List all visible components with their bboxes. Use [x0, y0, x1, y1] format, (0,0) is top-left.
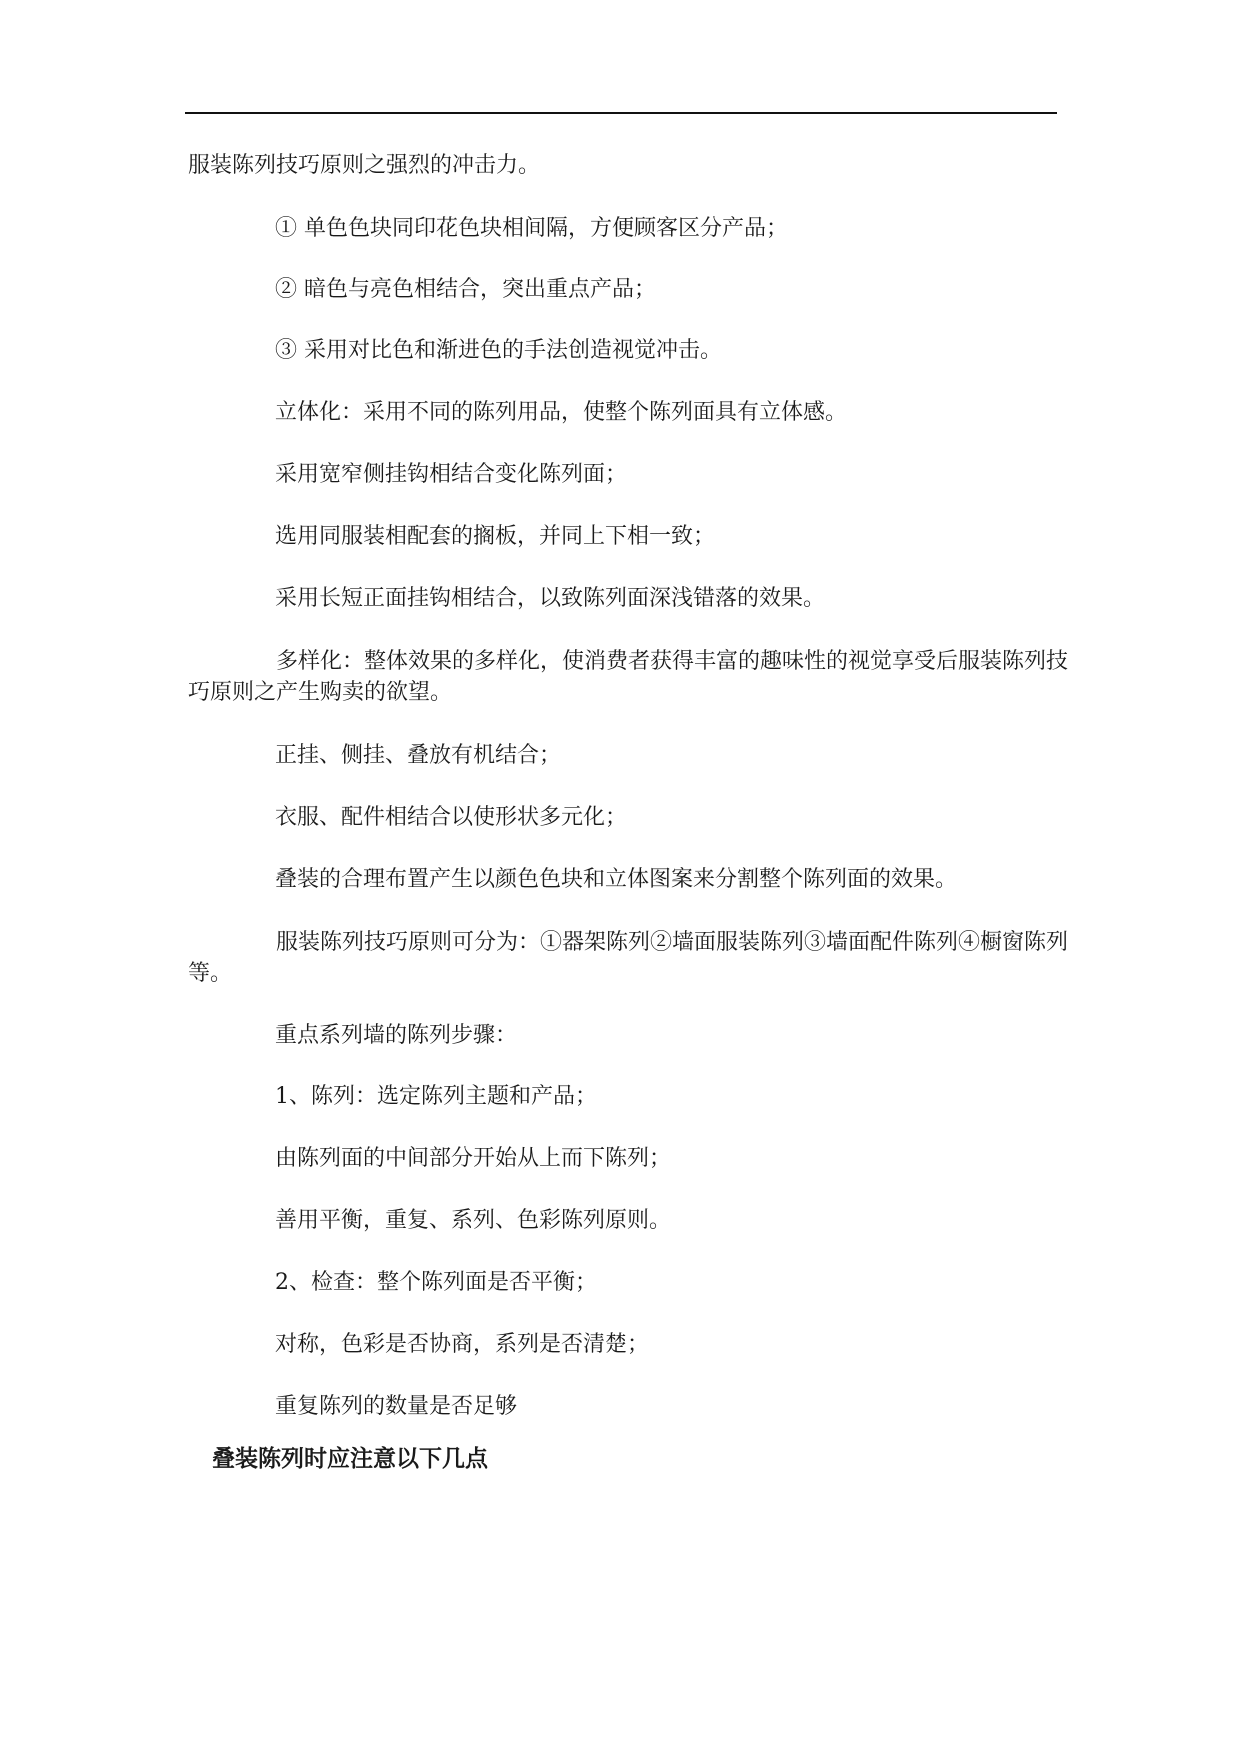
paragraph-front-hooks: 采用长短正面挂钩相结合，以致陈列面深浅错落的效果。 [275, 586, 826, 611]
paragraph-categories: 服装陈列技巧原则可分为：①器架陈列②墙面服装陈列③墙面配件陈列④橱窗陈列等。 [188, 930, 1069, 986]
paragraph-steps-title: 重点系列墙的陈列步骤： [275, 1023, 518, 1048]
section-heading: 叠装陈列时应注意以下几点 [212, 1446, 488, 1472]
paragraph-balance: 善用平衡，重复、系列、色彩陈列原则。 [275, 1208, 672, 1233]
paragraph-3d: 立体化：采用不同的陈列用品，使整个陈列面具有立体感。 [275, 400, 848, 425]
paragraph-middle-start: 由陈列面的中间部分开始从上而下陈列； [275, 1146, 672, 1171]
paragraph-folded-layout: 叠装的合理布置产生以颜色色块和立体图案来分割整个陈列面的效果。 [275, 867, 958, 892]
paragraph-item-3: ③ 采用对比色和渐进色的手法创造视觉冲击。 [275, 338, 722, 363]
paragraph-shelves: 选用同服装相配套的搁板，并同上下相一致； [275, 524, 716, 549]
paragraph-symmetry: 对称，色彩是否协商，系列是否清楚； [275, 1332, 650, 1357]
paragraph-variety: 多样化：整体效果的多样化，使消费者获得丰富的趣味性的视觉享受后服装陈列技巧原则之产生购卖的欲望。 [188, 649, 1069, 705]
paragraph-hanging: 正挂、侧挂、叠放有机结合； [275, 743, 562, 768]
paragraph-accessories: 衣服、配件相结合以使形状多元化； [275, 805, 628, 830]
paragraph-quantity: 重复陈列的数量是否足够 [275, 1394, 518, 1419]
paragraph-step-1: 1、陈列：选定陈列主题和产品； [275, 1084, 597, 1109]
paragraph-impact-intro: 服装陈列技巧原则之强烈的冲击力。 [188, 153, 541, 178]
paragraph-step-2: 2、检查：整个陈列面是否平衡； [275, 1270, 597, 1295]
paragraph-hooks: 采用宽窄侧挂钩相结合变化陈列面； [275, 462, 628, 487]
paragraph-item-2: ② 暗色与亮色相结合，突出重点产品； [275, 277, 656, 302]
paragraph-item-1: ① 单色色块同印花色块相间隔，方便顾客区分产品； [275, 216, 788, 241]
header-rule [185, 112, 1057, 114]
